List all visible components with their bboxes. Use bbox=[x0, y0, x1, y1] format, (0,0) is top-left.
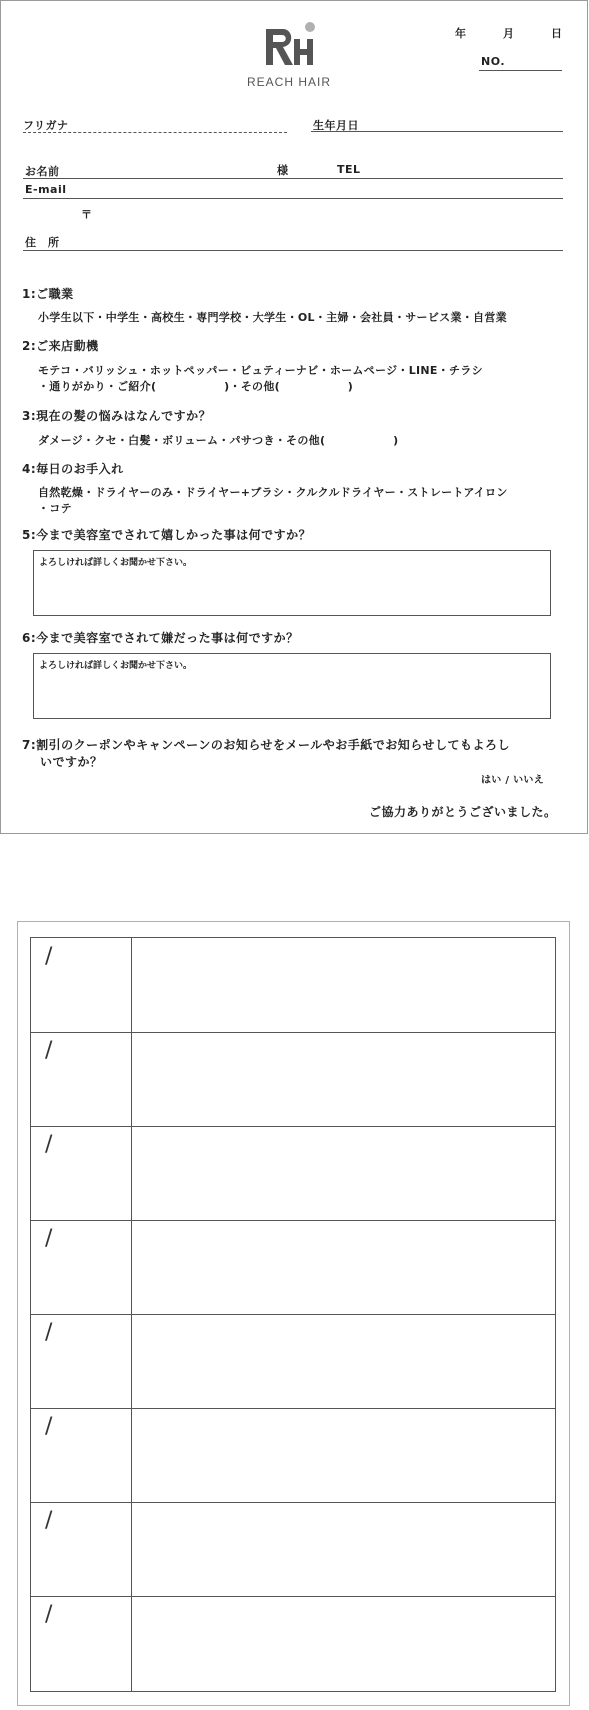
row-separator bbox=[31, 1314, 555, 1315]
address-label: 住 所 bbox=[25, 236, 60, 249]
question-4-label: 4:毎日のお手入れ bbox=[22, 462, 124, 476]
questionnaire-page bbox=[0, 0, 588, 834]
question-7-answer[interactable]: はい / いいえ bbox=[481, 775, 545, 786]
birthdate-field[interactable] bbox=[311, 131, 563, 132]
question-5-answer-box[interactable] bbox=[33, 550, 551, 616]
question-4-options-line1[interactable]: 自然乾燥・ドライヤーのみ・ドライヤー+ブラシ・クルクルドライヤー・ストレートアイロン bbox=[38, 486, 508, 499]
day-label: 日 bbox=[551, 27, 563, 40]
date-slash[interactable]: / bbox=[45, 1508, 53, 1533]
question-3-label: 3:現在の髪の悩みはなんですか？ bbox=[22, 409, 212, 423]
question-5-placeholder: よろしければ詳しくお聞かせ下さい。 bbox=[39, 558, 193, 568]
date-slash[interactable]: / bbox=[45, 1414, 53, 1439]
birthdate-label: 生年月日 bbox=[313, 119, 359, 132]
postal-mark: 〒 bbox=[81, 208, 93, 221]
row-separator bbox=[31, 1032, 555, 1033]
email-label: E-mail bbox=[25, 183, 67, 196]
question-1-label: 1:ご職業 bbox=[22, 287, 74, 301]
address-field[interactable] bbox=[23, 250, 563, 251]
question-2-options-line1[interactable]: モテコ・バリッシュ・ホットペッパー・ビュティーナビ・ホームページ・LINE・チラシ bbox=[38, 364, 483, 377]
reach-hair-logo bbox=[263, 21, 323, 71]
question-5-label: 5:今まで美容室でされて嬉しかった事は何ですか？ bbox=[22, 528, 312, 542]
row-separator bbox=[31, 1596, 555, 1597]
no-label: NO. bbox=[481, 55, 505, 68]
question-6-label: 6:今まで美容室でされて嫌だった事は何ですか？ bbox=[22, 631, 299, 645]
question-3-options[interactable]: ダメージ・クセ・白髪・ボリューム・パサつき・その他( ) bbox=[38, 434, 399, 447]
date-slash[interactable]: / bbox=[45, 1320, 53, 1345]
logo-mark-icon bbox=[263, 21, 323, 69]
year-label: 年 bbox=[455, 27, 467, 40]
date-slash[interactable]: / bbox=[45, 1602, 53, 1627]
no-field-line[interactable] bbox=[479, 70, 562, 71]
question-2-label: 2:ご来店動機 bbox=[22, 339, 99, 353]
record-table bbox=[30, 937, 556, 1692]
name-label: お名前 bbox=[25, 165, 60, 178]
date-slash[interactable]: / bbox=[45, 1132, 53, 1157]
brand-name: REACH HAIR bbox=[247, 75, 332, 89]
date-slash[interactable]: / bbox=[45, 1226, 53, 1251]
month-label: 月 bbox=[503, 27, 515, 40]
row-separator bbox=[31, 1220, 555, 1221]
question-7-label: 7:割引のクーポンやキャンペーンのお知らせをメールやお手紙でお知らせしてもよろし bbox=[22, 738, 510, 752]
furigana-label: フリガナ bbox=[23, 119, 69, 132]
question-4-options-line2[interactable]: ・コテ bbox=[38, 502, 72, 515]
row-separator bbox=[31, 1408, 555, 1409]
honorific-label: 様 bbox=[277, 164, 289, 177]
thanks-message: ご協力ありがとうございました。 bbox=[369, 805, 557, 819]
question-2-options-line2[interactable]: ・通りがかり・ご紹介( )・その他( ) bbox=[38, 380, 354, 393]
question-6-placeholder: よろしければ詳しくお聞かせ下さい。 bbox=[39, 661, 193, 671]
question-1-options[interactable]: 小学生以下・中学生・高校生・専門学校・大学生・OL・主婦・会社員・サービス業・自営業 bbox=[38, 311, 507, 324]
name-tel-field[interactable] bbox=[23, 178, 563, 179]
row-separator bbox=[31, 1502, 555, 1503]
record-sheet-page bbox=[17, 921, 570, 1706]
date-slash[interactable]: / bbox=[45, 1038, 53, 1063]
question-7-label-line2: いですか？ bbox=[40, 755, 103, 769]
furigana-field[interactable] bbox=[23, 132, 287, 133]
date-slash[interactable]: / bbox=[45, 944, 53, 969]
email-field[interactable] bbox=[23, 198, 563, 199]
question-6-answer-box[interactable] bbox=[33, 653, 551, 719]
tel-label: TEL bbox=[337, 163, 361, 176]
row-separator bbox=[31, 1126, 555, 1127]
